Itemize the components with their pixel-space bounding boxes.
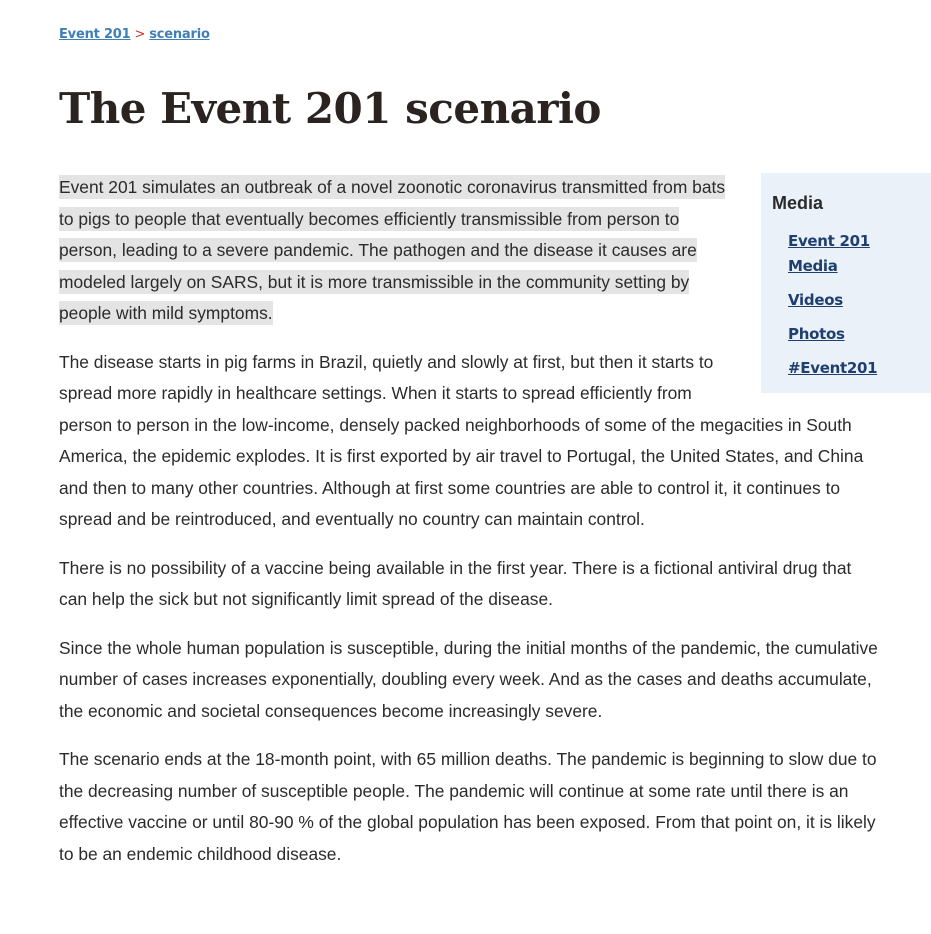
media-link-list	[772, 228, 924, 380]
list-item	[788, 228, 924, 278]
list-item	[788, 321, 924, 346]
intro-paragraph	[59, 172, 879, 330]
selected-text-highlight: Event 201 simulates an outbreak of a novel zoonotic coronavirus transmitted from bats to pigs to people that eventually becomes efficiently transmissible from person to person, leading to a severe pandemic. The pathogen and the disease it causes are modeled largely on SARS, but it is more transmissible in the community setting by people with mild symptoms.	[59, 177, 726, 323]
list-item	[788, 287, 924, 312]
breadcrumb	[59, 27, 210, 42]
media-heading: Media	[772, 193, 824, 213]
breadcrumb-separator: >	[134, 27, 146, 42]
media-sidebar	[761, 173, 931, 393]
breadcrumb-link-event201[interactable]: Event 201	[59, 27, 131, 42]
paragraph-susceptible: Since the whole human population is susceptible, during the initial months of the pandemic, the cumulative number of cases increases exponentially, doubling every week. And as the cases and deaths accumulate, the economic and societal consequences become increasingly severe.	[59, 637, 878, 721]
article-body	[59, 172, 879, 887]
media-link-event201-hashtag[interactable]: #Event201	[788, 359, 878, 377]
paragraph-vaccine: There is no possibility of a vaccine being available in the first year. There is a fictional antiviral drug that can help the sick but not significantly limit spread of the disease.	[59, 557, 852, 609]
page-title: The Event 201 scenario	[59, 84, 601, 133]
list-item	[788, 355, 924, 380]
breadcrumb-link-scenario[interactable]: scenario	[149, 27, 210, 42]
media-link-photos[interactable]: Photos	[788, 325, 845, 343]
media-link-event201-media[interactable]: Event 201 Media	[788, 232, 870, 275]
paragraph-spread: The disease starts in pig farms in Brazil, quietly and slowly at first, but then it starts to spread more rapidly in healthcare settings. When it starts to spread efficiently from person to person in the low-income, densely packed neighborhoods of some of the megacities in South America, the epidemic explodes. It is first exported by air travel to Portugal, the United States, and China and then to many other countries. Although at first some countries are able to control it, it continues to spread and be reintroduced, and eventually no country can maintain control.	[59, 351, 864, 529]
media-link-videos[interactable]: Videos	[788, 291, 843, 309]
paragraph-ending: The scenario ends at the 18-month point, with 65 million deaths. The pandemic is beginning to slow due to the decreasing number of susceptible people. The pandemic will continue at some rate until there is an effective vaccine or until 80-90 % of the global population has been exposed. From that point on, it is likely to be an endemic childhood disease.	[59, 749, 877, 864]
